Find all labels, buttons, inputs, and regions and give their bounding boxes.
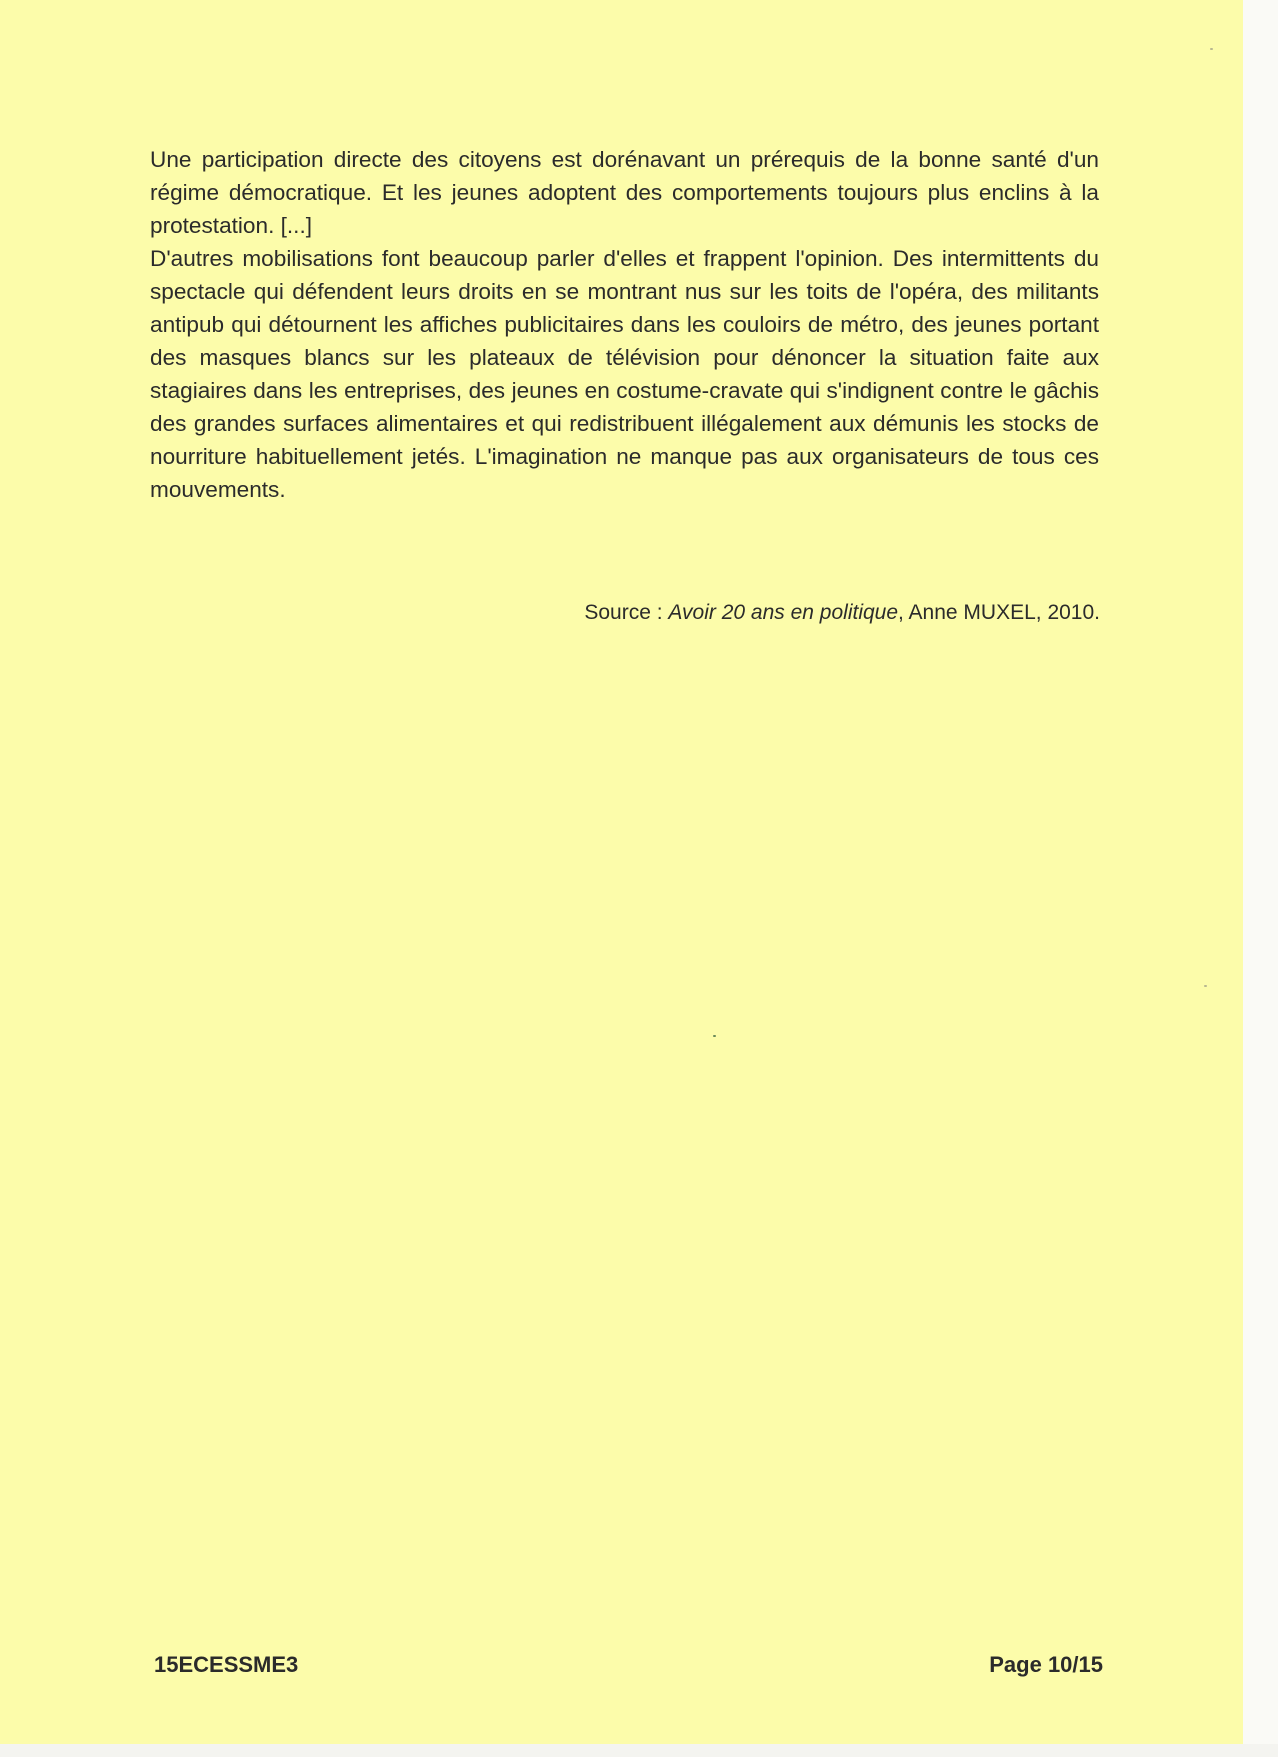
paragraph-mobilisations: D'autres mobilisations font beaucoup parler d'elles et frappent l'opinion. Des intermittents du spectacle qui défendent leurs droits en se montrant nus sur les toits de l'opéra, des militants antipub qui détournent les affiches publicitaires dans les couloirs de métro, des jeunes portant des masques blancs sur les plateaux de télévision pour dénoncer la situation faite aux stagiaires dans les entreprises, des jeunes en costume-cravate qui s'indignent contre le gâchis des grandes surfaces alimentaires et qui redistribuent illégalement aux démunis les stocks de nourriture habituellement jetés. L'imagination ne manque pas aux organisateurs de tous ces mouvements. — [150, 246, 1099, 502]
scan-speck — [1204, 985, 1207, 987]
source-title: Avoir 20 ans en politique — [668, 601, 899, 624]
scan-margin-right — [1243, 0, 1278, 1757]
document-body — [150, 143, 1099, 506]
scan-speck — [1210, 48, 1213, 50]
paragraph-intro: Une participation directe des citoyens est dorénavant un prérequis de la bonne santé d'un régime démocratique. Et les jeunes adoptent des comportements toujours plus enclins à la protestation. [...] — [150, 147, 1099, 238]
source-author-year: , Anne MUXEL, 2010. — [898, 601, 1100, 624]
scan-speck — [713, 1035, 716, 1037]
footer-page-number: Page 10/15 — [989, 1652, 1103, 1677]
source-citation — [450, 599, 1100, 627]
scan-margin-bottom — [0, 1744, 1278, 1757]
source-prefix: Source : — [584, 601, 669, 624]
footer-exam-code: 15ECESSME3 — [154, 1652, 299, 1677]
